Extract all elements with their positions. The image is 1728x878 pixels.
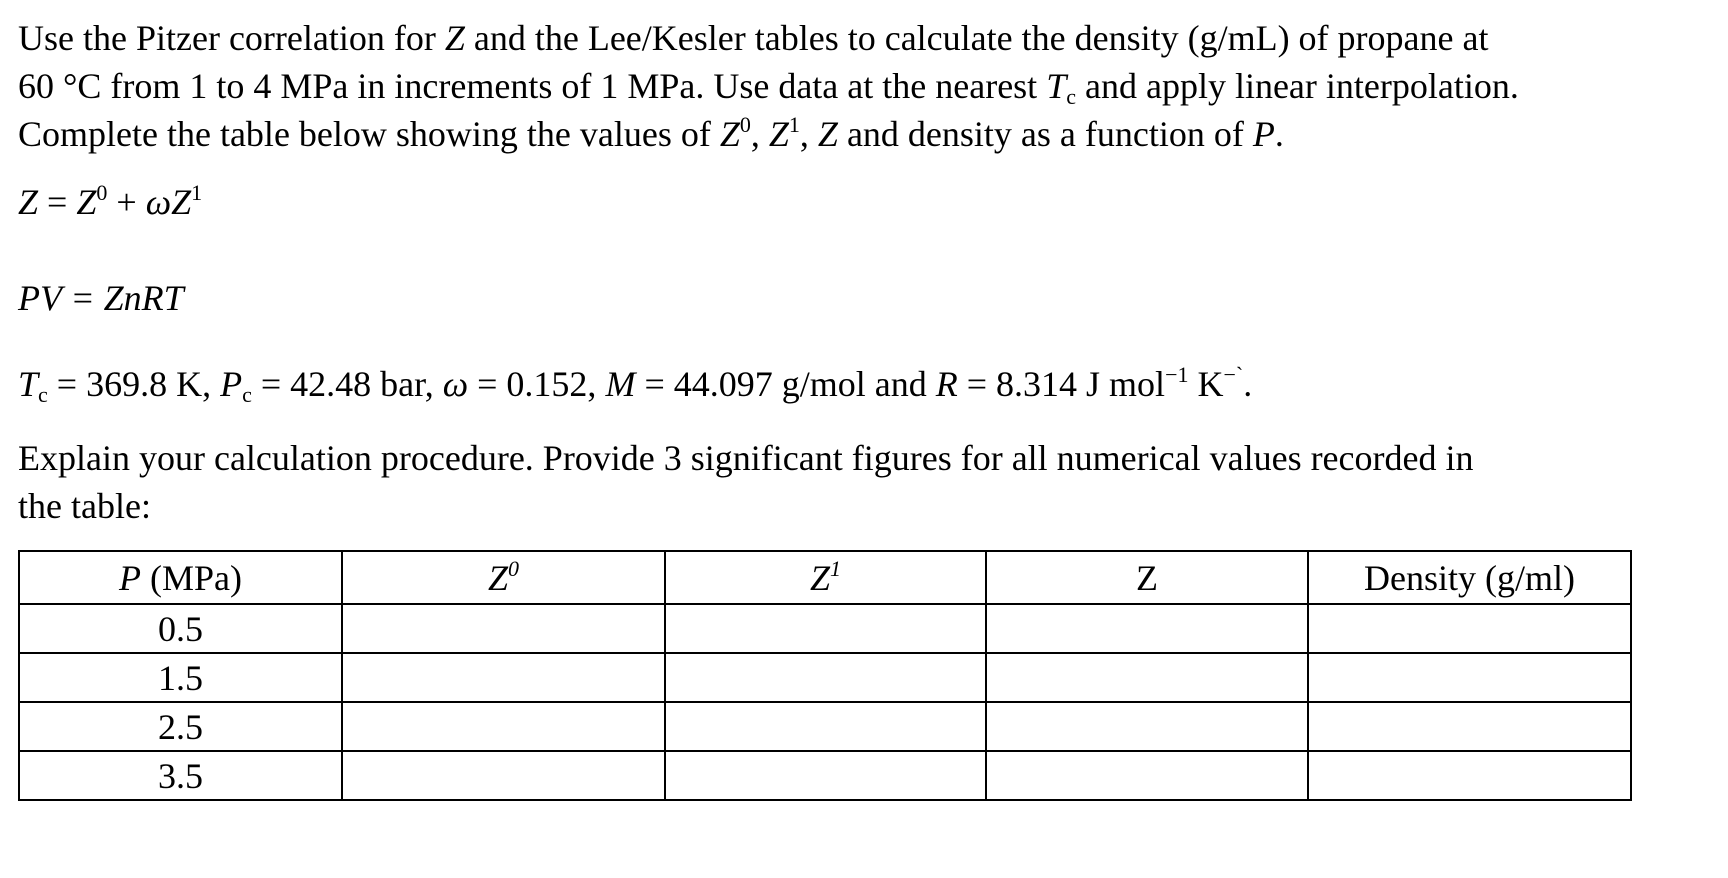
equation-pv-znrt: PV = ZnRT xyxy=(18,278,184,318)
instructions xyxy=(18,434,1698,530)
intro-text: and density as a function of xyxy=(837,114,1253,154)
cell-pressure: 2.5 xyxy=(19,702,342,751)
symbol-z0: Z xyxy=(719,114,740,154)
cell-z1[interactable] xyxy=(665,604,986,653)
cell-z[interactable] xyxy=(986,702,1308,751)
intro-text: 60 °C from 1 to 4 MPa in increments of 1 MPa. Use data at the nearest xyxy=(18,66,1047,106)
cell-z1[interactable] xyxy=(665,702,986,751)
header-z1-sup: 1 xyxy=(830,555,842,581)
subscript-c: c xyxy=(38,382,48,407)
intro-text: Complete the table below showing the values of xyxy=(18,114,720,154)
intro-text: and apply linear interpolation. xyxy=(1075,66,1519,106)
cell-pressure: 3.5 xyxy=(19,751,342,800)
cell-density[interactable] xyxy=(1308,604,1631,653)
table-row xyxy=(19,751,1631,800)
symbol-m: M xyxy=(605,364,636,404)
header-z-symbol: Z xyxy=(1136,557,1158,598)
superscript-0: 0 xyxy=(96,180,108,205)
cell-pressure: 0.5 xyxy=(19,604,342,653)
symbol-tc: T xyxy=(18,364,39,404)
constants-line xyxy=(18,362,1252,406)
cell-density[interactable] xyxy=(1308,702,1631,751)
superscript-minus-one: −1 xyxy=(1165,362,1189,387)
header-z0-sup: 0 xyxy=(508,555,520,581)
cell-z1[interactable] xyxy=(665,653,986,702)
unit-k: K xyxy=(1188,364,1224,404)
symbol-z1: Z xyxy=(768,114,789,154)
table-header-row xyxy=(19,551,1631,604)
cell-z1[interactable] xyxy=(665,751,986,800)
symbol-z: Z xyxy=(817,114,838,154)
cell-z0[interactable] xyxy=(342,604,665,653)
header-z1 xyxy=(665,551,986,604)
cell-z0[interactable] xyxy=(342,702,665,751)
cell-density[interactable] xyxy=(1308,751,1631,800)
table-row xyxy=(19,604,1631,653)
cell-z0[interactable] xyxy=(342,751,665,800)
instructions-line: Explain your calculation procedure. Provide 3 significant figures for all numerical values recorded in xyxy=(18,438,1474,478)
instructions-line: the table: xyxy=(18,486,151,526)
header-z1-symbol: Z xyxy=(809,557,831,598)
symbol-z0: Z xyxy=(76,182,97,222)
header-p-symbol: P xyxy=(119,557,141,598)
separator: , xyxy=(750,114,769,154)
subscript-c: c xyxy=(1066,84,1076,109)
table-row xyxy=(19,653,1631,702)
constant-text: = 0.152, xyxy=(468,364,606,404)
constant-text: = 44.097 g/mol and xyxy=(635,364,936,404)
plus-sign: + xyxy=(107,182,146,222)
cell-z0[interactable] xyxy=(342,653,665,702)
separator: , xyxy=(799,114,818,154)
superscript-1: 1 xyxy=(191,180,203,205)
constant-text: = 42.48 bar, xyxy=(251,364,443,404)
superscript-1: 1 xyxy=(788,112,800,137)
equals-sign: = xyxy=(38,182,77,222)
symbol-z: Z xyxy=(18,182,39,222)
symbol-tc: T xyxy=(1046,66,1067,106)
gas-law-equation xyxy=(18,276,184,320)
header-pressure xyxy=(19,551,342,604)
symbol-omega: ω xyxy=(442,364,469,404)
cell-density[interactable] xyxy=(1308,653,1631,702)
symbol-z: Z xyxy=(444,18,465,58)
answer-table xyxy=(18,550,1632,801)
header-z0-symbol: Z xyxy=(487,557,509,598)
header-z xyxy=(986,551,1308,604)
problem-statement xyxy=(18,14,1698,158)
symbol-z1: Z xyxy=(171,182,192,222)
cell-pressure: 1.5 xyxy=(19,653,342,702)
period: . xyxy=(1243,364,1253,404)
symbol-pc: P xyxy=(220,364,243,404)
symbol-r: R xyxy=(935,364,958,404)
intro-text: Use the Pitzer correlation for xyxy=(18,18,445,58)
cell-z[interactable] xyxy=(986,604,1308,653)
header-density-label: Density (g/ml) xyxy=(1364,557,1575,598)
period: . xyxy=(1274,114,1284,154)
cell-z[interactable] xyxy=(986,751,1308,800)
constant-text: = 8.314 J mol xyxy=(957,364,1166,404)
symbol-omega: ω xyxy=(145,182,172,222)
header-z0 xyxy=(342,551,665,604)
table-row xyxy=(19,702,1631,751)
superscript-0: 0 xyxy=(739,112,751,137)
header-p-unit: (MPa) xyxy=(141,557,242,598)
superscript-exponent: −` xyxy=(1223,362,1244,387)
header-density xyxy=(1308,551,1631,604)
symbol-p: P xyxy=(1252,114,1275,154)
pitzer-equation xyxy=(18,180,202,224)
intro-text: and the Lee/Kesler tables to calculate the density (g/mL) of propane at xyxy=(464,18,1489,58)
cell-z[interactable] xyxy=(986,653,1308,702)
subscript-c: c xyxy=(242,382,252,407)
constant-text: = 369.8 K, xyxy=(47,364,221,404)
